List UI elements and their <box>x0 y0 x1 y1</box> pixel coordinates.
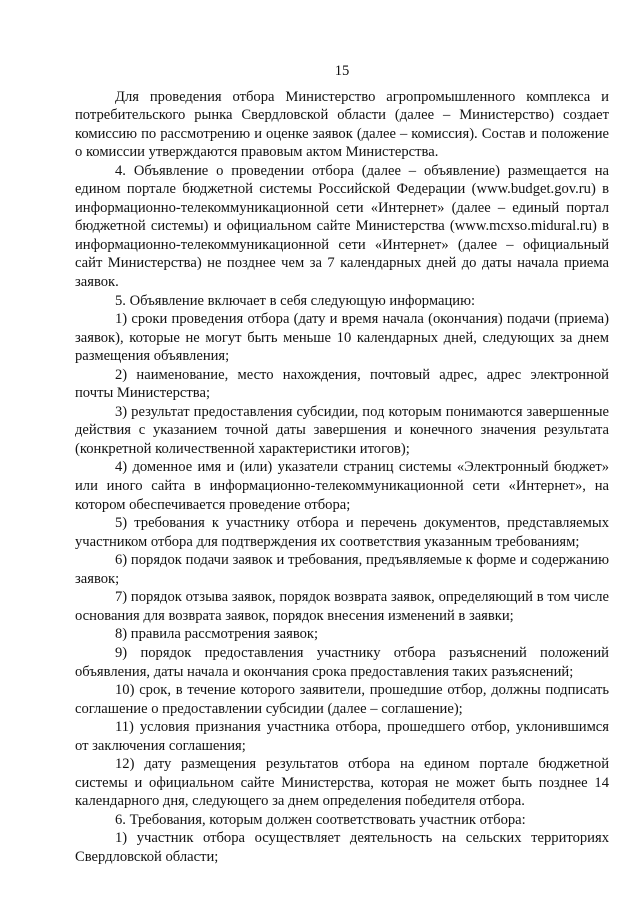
list-item-5-6: 6) порядок подачи заявок и требования, предъявляемые к форме и содержанию заявок; <box>75 552 609 587</box>
list-item-5-4: 4) доменное имя и (или) указатели страниц системы «Электронный бюджет» или иного сайта в информационно-телекоммуникационной сети «Интернет», на котором обеспечивается проведение отбора; <box>75 459 609 513</box>
list-item-5-12: 12) дату размещения результатов отбора на едином портале бюджетной системы и официальном сайте Министерства, которая не может быть позднее 14 календарного дня, следующего за днем определения победителя отбора. <box>75 756 609 810</box>
list-item-5-3: 3) результат предоставления субсидии, под которым понимаются завершенные действия с указанием точной даты завершения и конечного значения результата (конкретной количественной характеристики итогов); <box>75 403 609 457</box>
paragraph-4-announcement: 4. Объявление о проведении отбора (далее – объявление) размещается на едином портале бюджетной системы Российской Федерации (www.budget.gov.ru) в информационно-телекоммуникационной сети «Интернет» (далее – единый портал бюджетной системы) и официальном сайте Министерства (www.mcxso.midural.ru) в информационно-телекоммуникационной сети «Интернет» (далее – официальный сайт Министерства) не позднее чем за 7 календарных дней до даты начала приема заявок. <box>75 162 609 291</box>
list-item-5-1: 1) сроки проведения отбора (дату и время начала (окончания) подачи (приема) заявок), которые не могут быть меньше 10 календарных дней, следующих за днем размещения объявления; <box>75 311 609 365</box>
paragraph-6-requirements: 6. Требования, которым должен соответствовать участник отбора: <box>115 811 526 828</box>
list-item-5-2: 2) наименование, место нахождения, почтовый адрес, адрес электронной почты Министерства; <box>75 366 609 402</box>
list-item-5-10: 10) срок, в течение которого заявители, прошедшие отбор, должны подписать соглашение о предоставлении субсидии (далее – соглашение); <box>75 682 609 717</box>
paragraph-5-announcement-contents: 5. Объявление включает в себя следующую информацию: <box>115 292 476 309</box>
list-item-5-7: 7) порядок отзыва заявок, порядок возврата заявок, определяющий в том числе основания для возврата заявок, порядок внесения изменений в заявки; <box>75 589 609 624</box>
list-item-5-11: 11) условия признания участника отбора, прошедшего отбор, уклонившимся от заключения соглашения; <box>75 719 609 754</box>
paragraph-commission: Для проведения отбора Министерство агропромышленного комплекса и потребительского рынка Свердловской области (далее – Министерство) создает комиссию по рассмотрению и оценке заявок (далее – комиссия). Состав и положение о комиссии утверждаются правовым актом Министерства. <box>75 88 609 161</box>
list-item-6-1: 1) участник отбора осуществляет деятельность на сельских территориях Свердловской области; <box>75 830 609 865</box>
page-number: 15 <box>334 63 350 79</box>
list-item-5-8: 8) правила рассмотрения заявок; <box>115 626 319 643</box>
list-item-5-9: 9) порядок предоставления участнику отбора разъяснений положений объявления, даты начала и окончания срока предоставления таких разъяснений; <box>75 644 609 680</box>
list-item-5-5: 5) требования к участнику отбора и перечень документов, представляемых участником отбора для подтверждения их соответствия указанным требованиям; <box>75 515 609 550</box>
